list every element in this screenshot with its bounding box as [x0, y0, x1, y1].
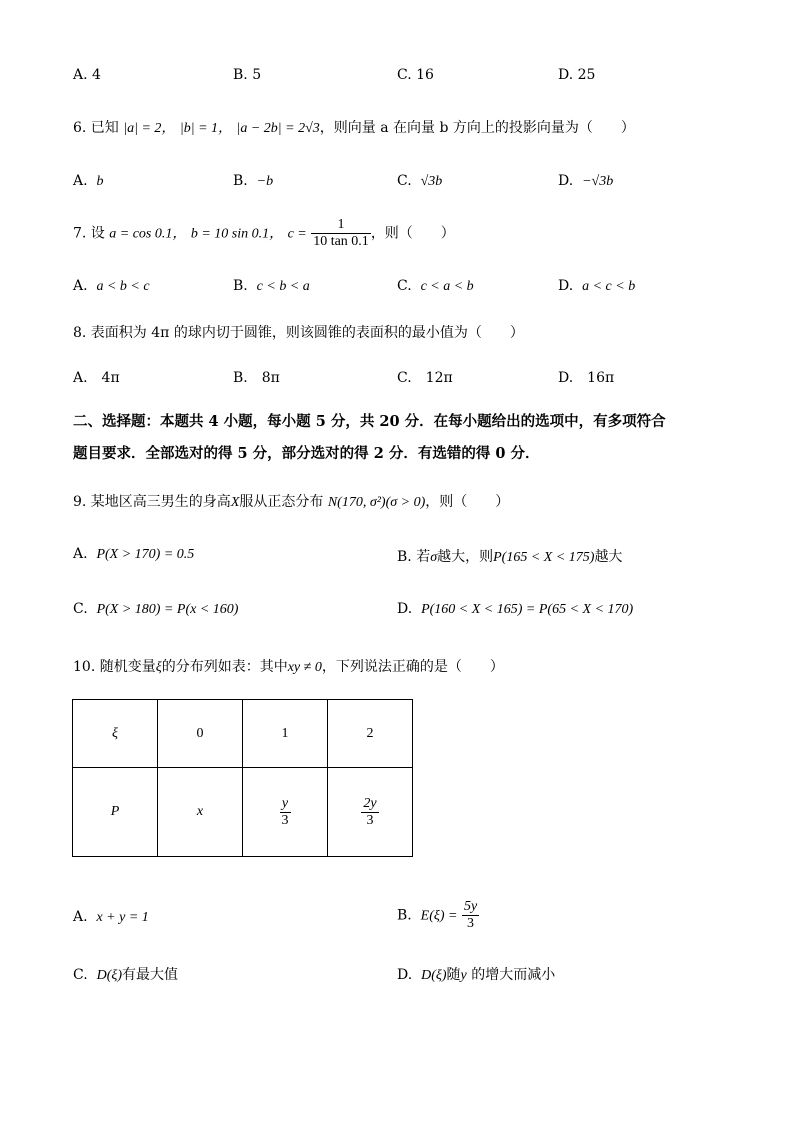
q10-text-pre: 10. 随机变量	[73, 659, 156, 675]
q9-distribution: N(170, σ²)(σ > 0)	[327, 495, 426, 510]
q5-option-a: A. 4	[73, 67, 101, 83]
q10-option-b: B. E(ξ) = $\frac{5y}{3}$	[397, 899, 478, 931]
q6-option-a: A. b	[73, 173, 104, 189]
distribution-table	[72, 699, 413, 857]
section2-heading-line1: 二、选择题：本题共 4 小题，每小题 5 分，共 20 分．在每小题给出的选项中，有多项符合	[73, 413, 666, 430]
q9-text-mid: 服从正态分布	[239, 494, 324, 510]
q7-tail: ，则（ ）	[370, 225, 455, 242]
q10-option-c: C. D(ξ)有最大值	[73, 967, 179, 983]
fraction-y-over-3: $\frac{y}{3}$	[281, 795, 289, 828]
table-cell-value-0: 0	[158, 700, 243, 768]
fraction-2y-over-3: $\frac{2y}{3}$	[363, 795, 377, 828]
q9-tail: ，则（ ）	[425, 494, 510, 510]
q7-option-a: A. a < b < c	[73, 278, 150, 294]
q6-stem	[73, 117, 635, 137]
q10-option-a: A. x + y = 1	[73, 909, 149, 925]
q7-fraction-numerator: 1	[311, 217, 371, 234]
table-row	[73, 700, 413, 768]
q7-expr-b: b = 10 sin 0.1，	[190, 226, 284, 242]
q9-text-pre: 9. 某地区高三男生的身高	[73, 494, 231, 510]
q7-expr-a: a = cos 0.1，	[109, 226, 187, 242]
q8-option-a: A. 4π	[73, 370, 120, 386]
table-cell-value-1: 1	[243, 700, 328, 768]
table-cell-value-2: 2	[328, 700, 413, 768]
q6-expr-diff-norm: |a − 2b| = 2√3	[236, 121, 320, 136]
q5-option-b: B. 5	[233, 67, 262, 83]
table-row	[73, 768, 413, 857]
q7-fraction-denominator: 10 tan 0.1	[313, 234, 369, 249]
q5-option-d: D. 25	[558, 67, 596, 83]
q9-option-a: A. P(X > 170) = 0.5	[73, 546, 195, 562]
q9-option-d: D. P(160 < X < 165) = P(65 < X < 170)	[397, 601, 634, 617]
q7-expr-c-prefix: c =	[287, 226, 307, 242]
table-cell-prob-x: x	[158, 768, 243, 857]
q7-fraction	[311, 217, 371, 250]
table-cell-prob-2y-over-3	[328, 768, 413, 857]
q10-xi: ξ	[155, 660, 162, 675]
q7-option-c: C. c < a < b	[397, 278, 474, 294]
q8-stem: 8. 表面积为 4π 的球内切于圆锥，则该圆锥的表面积的最小值为（ ）	[73, 325, 524, 341]
q8-option-b: B. 8π	[233, 370, 280, 386]
q6-number: 6. 已知	[73, 120, 119, 136]
table-cell-p-header: P	[73, 768, 158, 857]
q8-option-c: C. 12π	[397, 370, 453, 386]
q10-condition: xy ≠ 0	[287, 660, 322, 675]
q6-option-d: D. −√3b	[558, 173, 614, 189]
q6-option-c: C. √3b	[397, 173, 443, 189]
q7-stem	[73, 217, 455, 250]
q6-expr-b-norm: |b| = 1，	[179, 121, 233, 136]
table-cell-xi-header: ξ	[73, 700, 158, 768]
q10-option-b-fraction: $\frac{5y}{3}$	[463, 899, 478, 931]
q10-text-mid: 的分布列如表：其中	[161, 659, 288, 675]
q7-number: 7. 设	[73, 225, 105, 242]
q10-option-d: D. D(ξ)随y 的增大而减小	[397, 967, 556, 983]
q9-stem	[73, 491, 509, 511]
q10-tail: ，下列说法正确的是（ ）	[321, 659, 504, 675]
q5-option-c: C. 16	[397, 67, 434, 83]
q9-variable: X	[230, 495, 240, 510]
section2-heading-line2: 题目要求．全部选对的得 5 分，部分选对的得 2 分．有选错的得 0 分．	[73, 445, 540, 462]
q6-option-b: B. −b	[233, 173, 274, 189]
q7-option-d: D. a < c < b	[558, 278, 636, 294]
q8-option-d: D. 16π	[558, 370, 615, 386]
q9-option-b: B. 若σ越大，则P(165 < X < 175)越大	[397, 549, 623, 565]
q9-option-c: C. P(X > 180) = P(x < 160)	[73, 601, 239, 617]
q6-expr-a-norm: |a| = 2，	[123, 121, 176, 136]
q6-tail: ，则向量 a 在向量 b 方向上的投影向量为（ ）	[319, 120, 635, 136]
q10-stem	[73, 656, 504, 676]
table-cell-prob-y-over-3	[243, 768, 328, 857]
q7-option-b: B. c < b < a	[233, 278, 310, 294]
